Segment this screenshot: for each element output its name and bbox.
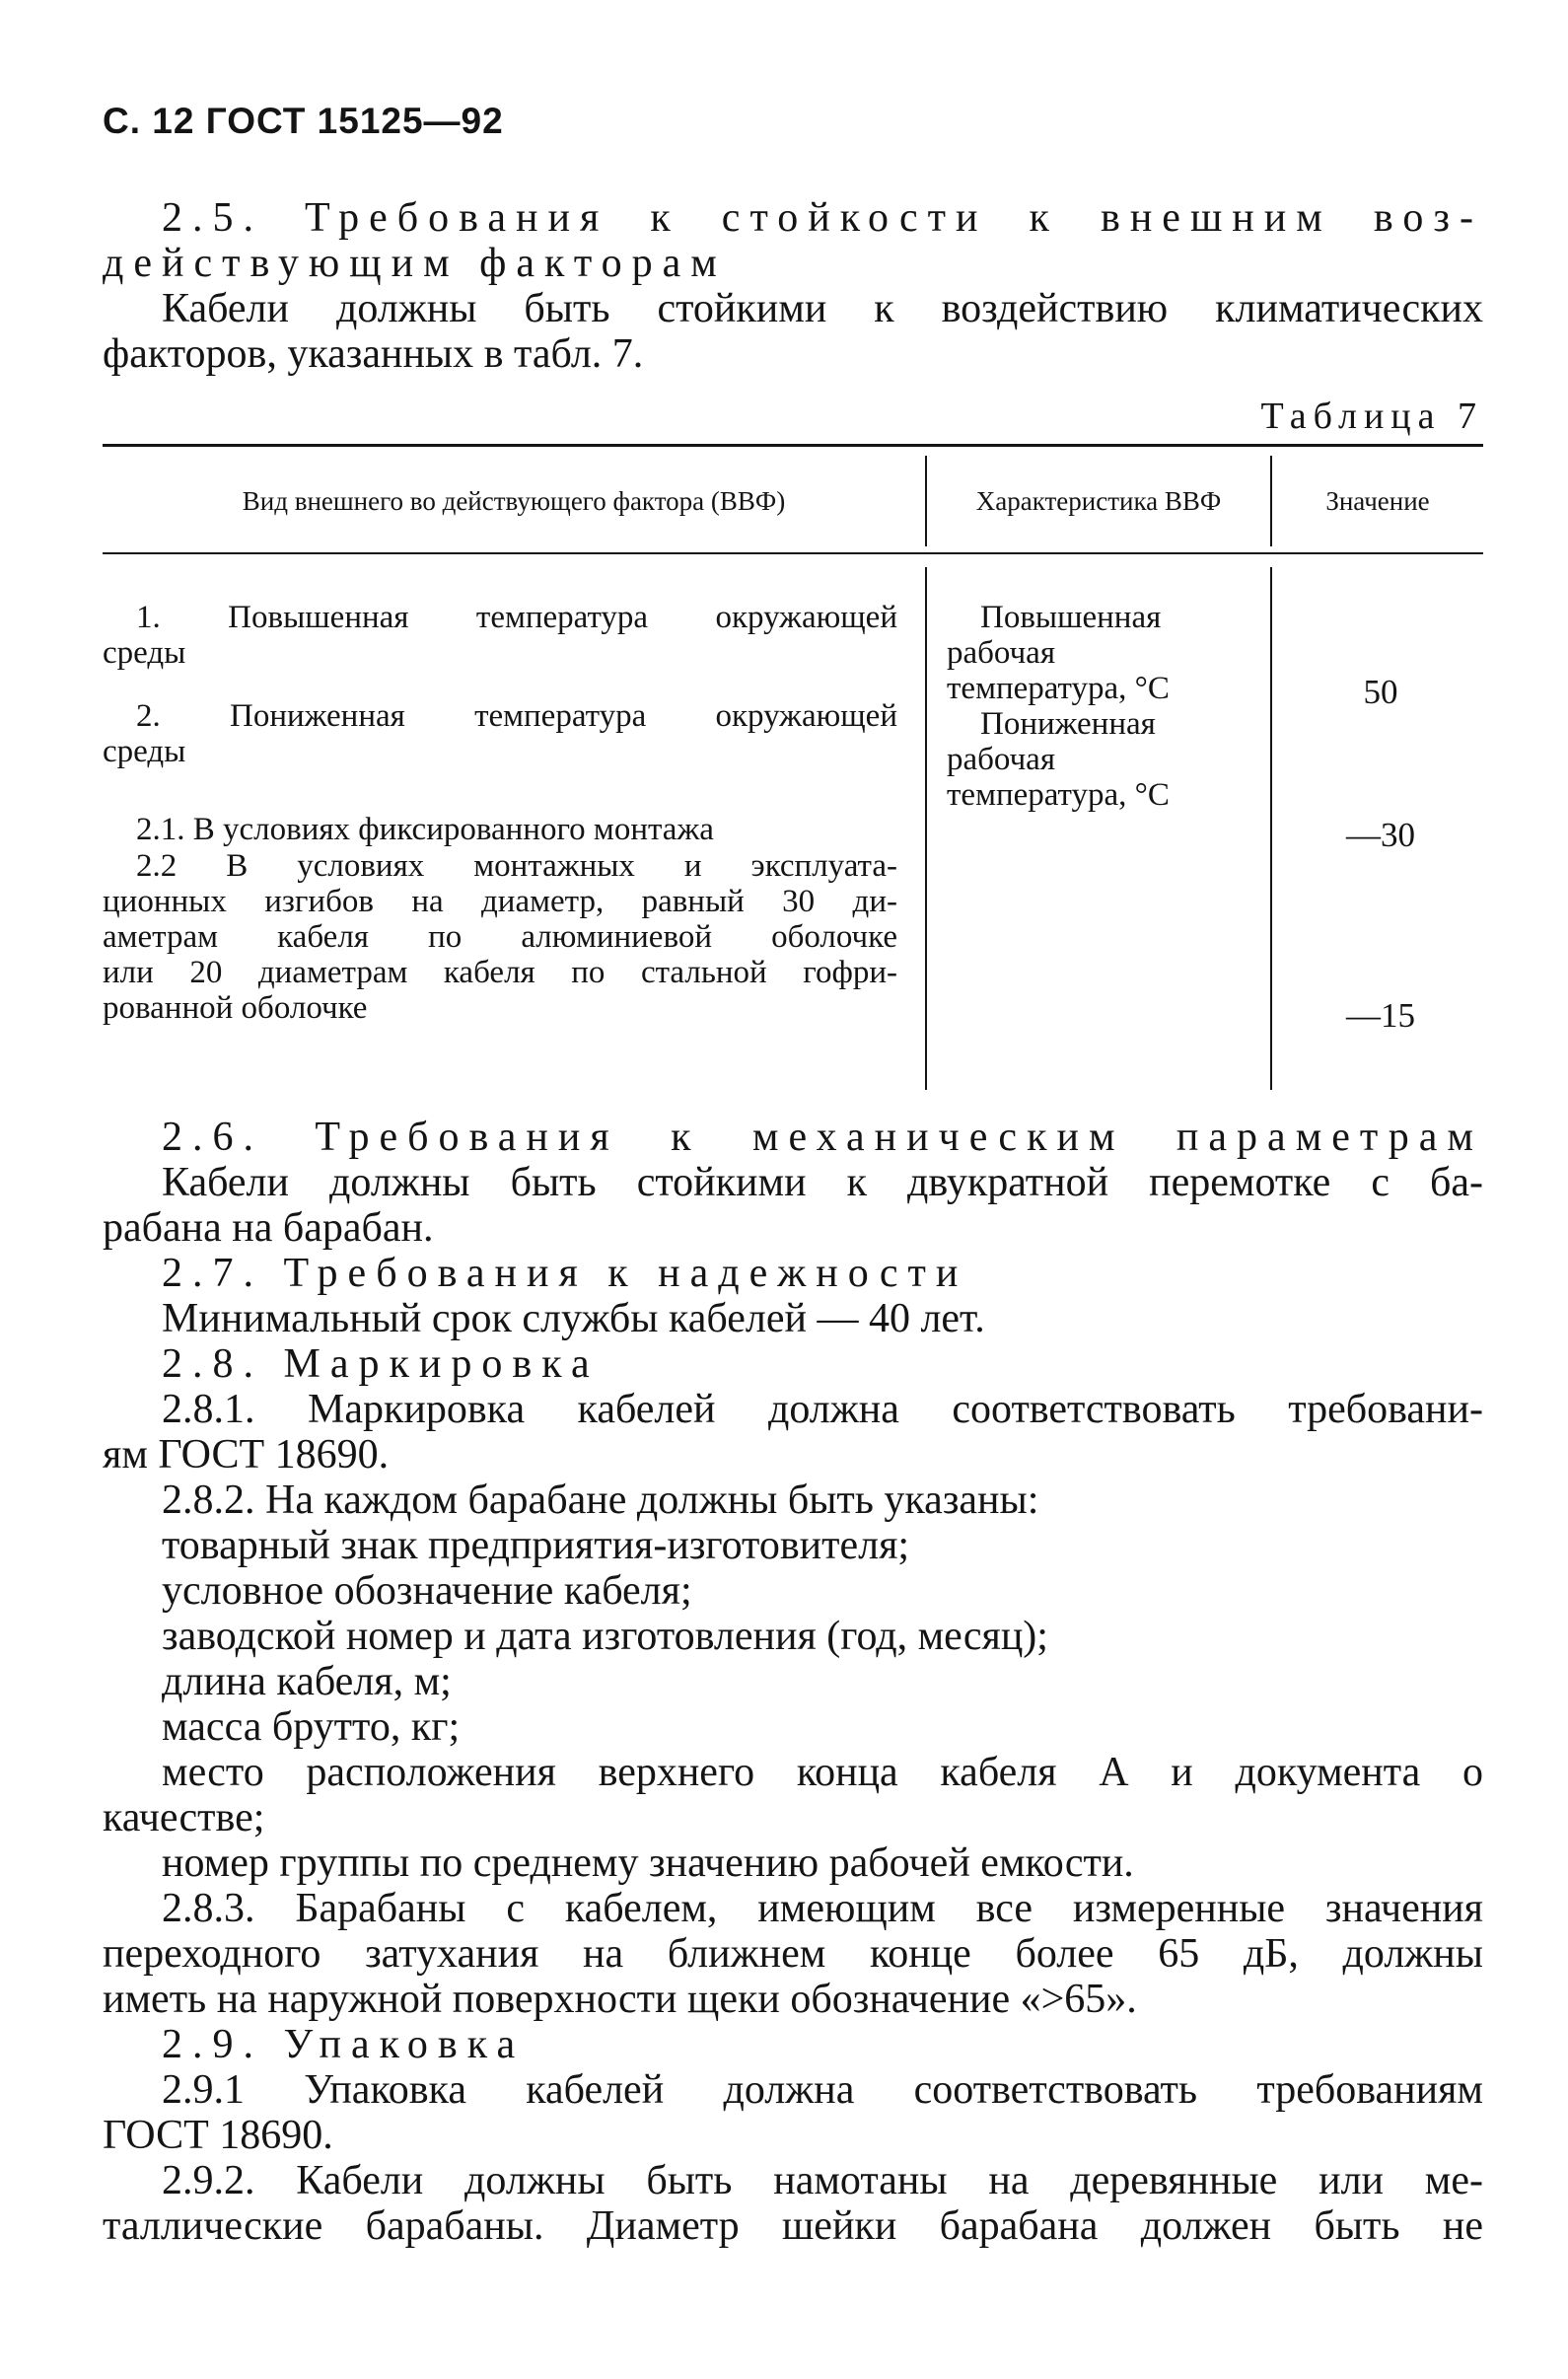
characteristic-line: температура, °С [947, 777, 1170, 813]
section-2-7-title [103, 1251, 1483, 1296]
section-2-7-title-text: Требования к надежности [283, 1251, 968, 1296]
clause-2-9-1-line1: 2.9.1 Упаковка кабелей должна соответствовать требованиям [162, 2067, 1483, 2113]
clause-2-8-1-line1: 2.8.1. Маркировка кабелей должна соответствовать требовани- [162, 1387, 1483, 1432]
section-2-6-title-text: Требования к механическим параметрам [315, 1115, 1483, 1160]
factor-line: рованной оболочке [103, 990, 368, 1026]
column-header-value: Значение [1325, 486, 1430, 516]
factor-line: среды [103, 635, 186, 671]
section-2-5-number: 2.5. [162, 195, 263, 241]
column-header-factor: Вид внешнего во действующего фактора (ВВФ) [242, 486, 786, 516]
table-7 [103, 444, 1483, 1090]
section-2-5 [103, 195, 1483, 377]
clause-2-9-2-line2: таллические барабаны. Диаметр шейки барабана должен быть не [103, 2203, 1483, 2249]
marking-item-place-line2: качестве; [103, 1795, 265, 1840]
characteristic-line: Повышенная [980, 600, 1162, 635]
characteristic-line: Пониженная [980, 706, 1156, 742]
section-2-7-text: Минимальный срок службы кабелей — 40 лет. [162, 1296, 985, 1341]
table-row-1-characteristic [947, 600, 1262, 706]
factor-line: аметрам кабеля по алюминиевой оболочке [103, 919, 897, 955]
section-2-9-title [103, 2022, 1483, 2067]
section-2-6-number: 2.6. [162, 1115, 263, 1160]
table-top-rule [103, 444, 1483, 447]
section-2-5-text-line1: Кабели должны быть стойкими к воздействию климатических [162, 286, 1483, 331]
clause-2-9-1-line2: ГОСТ 18690. [103, 2113, 333, 2158]
table-row-1-value: 50 [1363, 673, 1398, 711]
section-2-8-title [103, 1341, 1483, 1387]
section-2-8-title-text: Маркировка [283, 1341, 600, 1387]
marking-item: заводской номер и дата изготовления (год, месяц); [162, 1614, 1048, 1659]
marking-item: товарный знак предприятия-изготовителя; [162, 1523, 910, 1568]
table-row-3-value: —30 [1346, 816, 1415, 854]
factor-line: 2. Пониженная температура окружающей [136, 698, 897, 734]
characteristic-line: температура, °С [947, 671, 1170, 706]
characteristic-line: рабочая [947, 635, 1056, 671]
marking-item: масса брутто, кг; [162, 1704, 461, 1750]
factor-line: 1. Повышенная температура окружающей [136, 600, 897, 635]
section-2-6-title [103, 1115, 1483, 1160]
table-row-4-factor [103, 848, 897, 1026]
section-2-6-text-line2: рабана на барабан. [103, 1205, 434, 1251]
factor-line: или 20 диаметрам кабеля по стальной гофри- [103, 955, 897, 990]
section-2-8-number: 2.8. [162, 1341, 263, 1387]
section-2-5-title-a: Требования к стойкости к внешним воз- [305, 195, 1483, 241]
table-row-1-factor [103, 600, 897, 671]
section-2-9-number: 2.9. [162, 2022, 263, 2067]
table-7-caption: Таблица 7 [1260, 396, 1483, 437]
section-2-5-title-line2: действующим факторам [103, 241, 727, 286]
clause-2-8-3-line2: переходного затухания на ближнем конце более 65 дБ, должны [103, 1931, 1483, 1977]
table-row-3-factor [103, 812, 897, 847]
running-head: С. 12 ГОСТ 15125—92 [103, 101, 504, 141]
clause-2-9-2-line1: 2.9.2. Кабели должны быть намотаны на деревянные или ме- [162, 2158, 1483, 2203]
clause-2-8-3-line3: иметь на наружной поверхности щеки обозначение «>65». [103, 1977, 1137, 2022]
section-2-5-title-line1 [103, 195, 1483, 241]
table-row-4-value: —15 [1346, 996, 1415, 1035]
marking-item: длина кабеля, м; [162, 1659, 452, 1704]
clause-2-8-1-line2: ям ГОСТ 18690. [103, 1432, 390, 1478]
factor-line: среды [103, 734, 186, 769]
column-header-characteristic: Характеристика ВВФ [975, 486, 1222, 516]
table-body-divider-1 [925, 567, 927, 1090]
section-2-7-number: 2.7. [162, 1251, 263, 1296]
marking-item: условное обозначение кабеля; [162, 1568, 692, 1614]
table-header-rule [103, 552, 1483, 554]
table-row-2-factor [103, 698, 897, 769]
factor-line: ционных изгибов на диаметр, равный 30 ди- [103, 884, 897, 919]
factor-line: 2.1. В условиях фиксированного монтажа [136, 812, 714, 847]
marking-item-group: номер группы по среднему значению рабочей емкости. [162, 1840, 1134, 1886]
clause-2-8-2: 2.8.2. На каждом барабане должны быть указаны: [162, 1478, 1039, 1523]
clause-2-8-3-line1: 2.8.3. Барабаны с кабелем, имеющим все измеренные значения [162, 1886, 1483, 1931]
section-2-6-text-line1: Кабели должны быть стойкими к двукратной перемотке с ба- [162, 1160, 1483, 1205]
sections-2-6-to-2-9 [103, 1115, 1483, 2249]
table-row-2-characteristic [947, 706, 1262, 813]
section-2-9-title-text: Упаковка [283, 2022, 526, 2067]
characteristic-line: рабочая [947, 742, 1056, 777]
marking-item-place-line1: место расположения верхнего конца кабеля А и документа о [162, 1750, 1483, 1795]
factor-line: 2.2 В условиях монтажных и эксплуата- [136, 848, 897, 884]
section-2-5-text-line2: факторов, указанных в табл. 7. [103, 331, 644, 377]
